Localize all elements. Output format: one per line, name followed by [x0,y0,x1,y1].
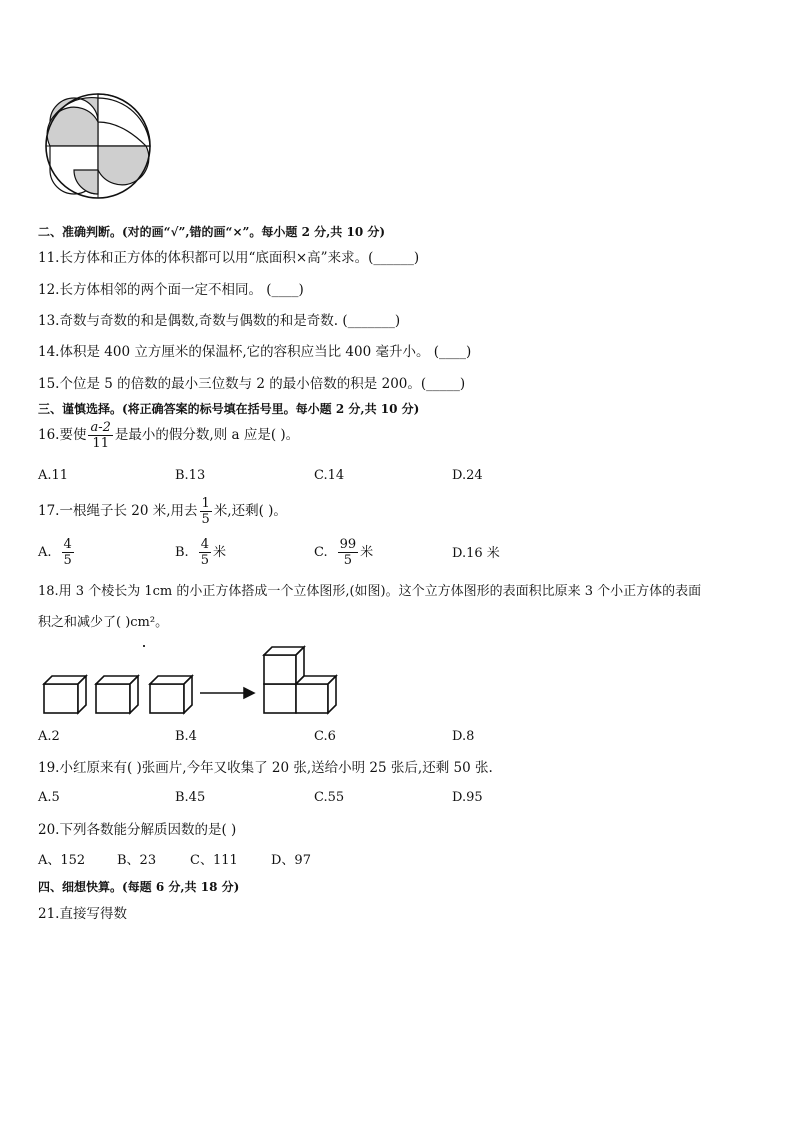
q16-fraction: $\frac{a-2}{11}$ [90,420,111,451]
section-2-heading: 二、准确判断。(对的画“√”,错的画“×”。每小题 2 分,共 10 分) [38,225,386,239]
arrow-icon [200,688,254,698]
single-cube-3 [150,676,192,713]
q17-option-c: C. $\frac{99}{5}$ 米 [314,537,374,568]
q16-option-b: B.13 [175,468,206,483]
q16-option-d: D.24 [452,468,483,483]
question-15: 15.个位是 5 的倍数的最小三位数与 2 的最小倍数的积是 200。(_____) [38,376,466,392]
section-3-heading: 三、谨慎选择。(将正确答案的标号填在括号里。每小题 2 分,共 10 分) [38,402,420,416]
q17-option-d: D.16 米 [452,546,500,561]
q19-option-d: D.95 [452,790,483,805]
q16-option-c: C.14 [314,468,345,483]
single-cube-1 [44,676,86,713]
question-14: 14.体积是 400 立方厘米的保温杯,它的容积应当比 400 毫升小。 (____) [38,344,472,360]
q18-option-d: D.8 [452,729,475,744]
q16-text-pre: 16.要使 [38,427,87,443]
q20-option-d: D、97 [271,853,311,868]
question-11: 11.长方体和正方体的体积都可以用“底面积×高”来求。(______) [38,250,420,266]
q17-option-a: A. $\frac{4}{5}$ [38,537,72,568]
q16-text-post: 是最小的假分数,则 a 应是( )。 [114,427,300,443]
q18-option-c: C.6 [314,729,336,744]
q18-option-b: B.4 [175,729,197,744]
q20-option-a: A、152 [38,853,86,868]
question-21: 21.直接写得数 [38,906,127,922]
combined-shape [264,647,336,713]
q19-option-b: B.45 [175,790,206,805]
q18-option-a: A.2 [38,729,60,744]
q20-option-b: B、23 [117,853,157,868]
q16-option-a: A.11 [38,468,69,483]
pinwheel-circle-figure [40,92,158,200]
question-12: 12.长方体相邻的两个面一定不相同。 (____) [38,282,304,298]
q20-option-c: C、111 [190,853,238,868]
q17-option-b: B. $\frac{4}{5}$ 米 [175,537,226,568]
question-18-line-1: 18.用 3 个棱长为 1cm 的小正方体搭成一个立体图形,(如图)。这个立方体图形的表面积比原来 3 个小正方体的表面 [38,584,702,599]
question-17 [38,496,287,527]
question-16 [38,420,299,451]
question-20: 20.下列各数能分解质因数的是( ) [38,822,237,838]
cubes-figure [42,644,342,716]
figure-dot-mark [143,645,145,647]
question-18-line-2: 积之和减少了( )cm²。 [38,615,169,630]
question-13: 13.奇数与奇数的和是偶数,奇数与偶数的和是奇数. (_______) [38,313,401,329]
single-cube-2 [96,676,138,713]
q17-fraction: $\frac{1}{5}$ [201,496,210,527]
q19-option-a: A.5 [38,790,60,805]
q19-option-c: C.55 [314,790,345,805]
question-19: 19.小红原来有( )张画片,今年又收集了 20 张,送给小明 25 张后,还剩 50 张. [38,760,493,776]
section-4-heading: 四、细想快算。(每题 6 分,共 18 分) [38,880,240,894]
q17-text-pre: 17.一根绳子长 20 米,用去 [38,503,198,519]
q17-text-post: 米,还剩( )。 [213,503,287,519]
